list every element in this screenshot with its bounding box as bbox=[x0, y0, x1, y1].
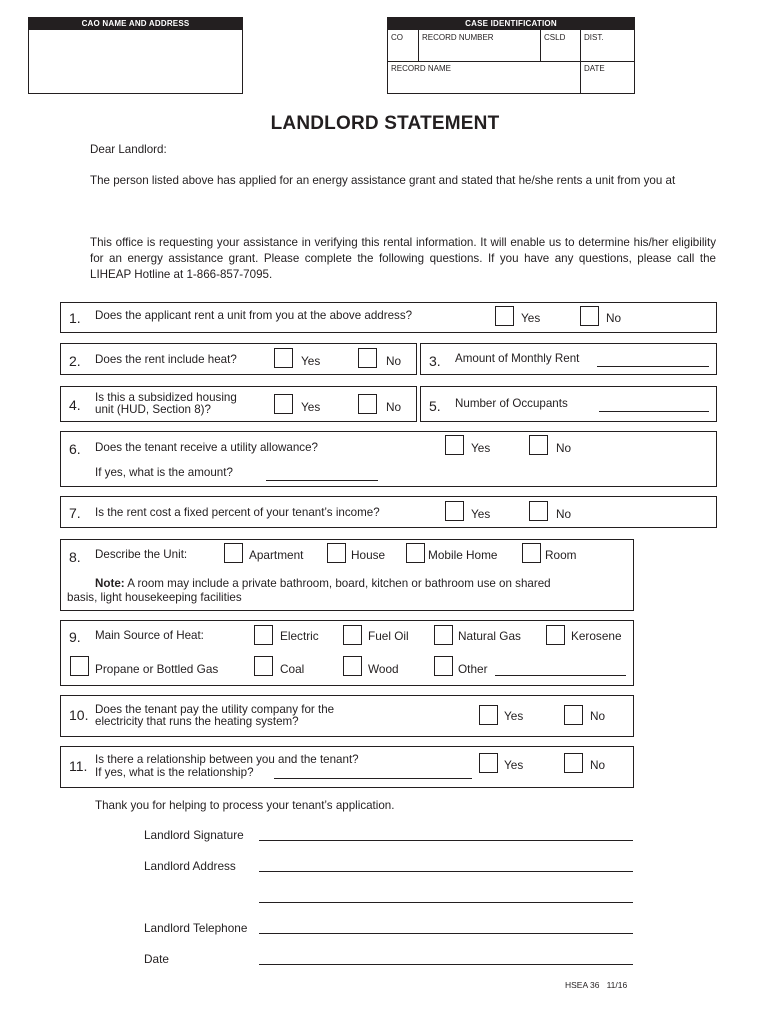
question-text: Is the rent cost a fixed percent of your tenant’s income? bbox=[95, 506, 380, 519]
fuel-oil-label: Fuel Oil bbox=[368, 629, 409, 643]
q11-no-checkbox[interactable] bbox=[564, 753, 583, 773]
room-label: Room bbox=[545, 548, 577, 562]
q2-no-checkbox[interactable] bbox=[358, 348, 377, 368]
question-text-line1: Does the tenant pay the utility company for the bbox=[95, 703, 335, 716]
case-id-header: CASE IDENTIFICATION bbox=[388, 18, 634, 30]
wood-checkbox[interactable] bbox=[343, 656, 362, 676]
question-3-box bbox=[420, 343, 717, 375]
question-1-box bbox=[60, 302, 717, 333]
page-title: LANDLORD STATEMENT bbox=[270, 113, 500, 134]
question-text: Amount of Monthly Rent bbox=[455, 352, 580, 365]
cao-header: CAO NAME AND ADDRESS bbox=[29, 18, 242, 30]
q1-no-checkbox[interactable] bbox=[580, 306, 599, 326]
date-label: DATE bbox=[584, 64, 605, 73]
intro-paragraph: The person listed above has applied for an energy assistance grant and stated that he/she rents a unit from you at bbox=[90, 174, 676, 187]
signature-label: Landlord Signature bbox=[144, 828, 244, 842]
question-number: 3. bbox=[429, 353, 441, 369]
kerosene-label: Kerosene bbox=[571, 629, 622, 643]
question-11-box bbox=[60, 746, 634, 788]
question-number: 9. bbox=[69, 629, 81, 645]
apartment-checkbox[interactable] bbox=[224, 543, 243, 563]
room-checkbox[interactable] bbox=[522, 543, 541, 563]
q4-no-checkbox[interactable] bbox=[358, 394, 377, 414]
note-text bbox=[95, 578, 551, 590]
salutation: Dear Landlord: bbox=[90, 143, 167, 156]
record-name-label: RECORD NAME bbox=[391, 64, 452, 73]
form-number: HSEA 36 11/16 bbox=[565, 980, 628, 990]
question-subtext: If yes, what is the amount? bbox=[95, 466, 233, 479]
request-paragraph: This office is requesting your assistance in verifying this rental information. It will enable us to determine his/her eligibility for an energy assistance grant. Please complete the following questions. If you have any questions, please call the LIHEAP Hotline at 1-866-857-7095. bbox=[90, 236, 716, 281]
question-number: 5. bbox=[429, 398, 441, 414]
question-number: 4. bbox=[69, 397, 81, 413]
other-checkbox[interactable] bbox=[434, 656, 453, 676]
question-text-line1: Is this a subsidized housing bbox=[95, 391, 237, 404]
date-label: Date bbox=[144, 952, 169, 966]
propane-checkbox[interactable] bbox=[70, 656, 89, 676]
question-9-box bbox=[60, 620, 634, 686]
date-field[interactable] bbox=[259, 964, 633, 965]
other-label: Other bbox=[458, 662, 488, 676]
yes-label: Yes bbox=[301, 400, 321, 414]
address-field-line2[interactable] bbox=[259, 902, 633, 903]
allowance-amount-field[interactable] bbox=[266, 480, 378, 481]
occupants-field[interactable] bbox=[599, 411, 709, 412]
q10-no-checkbox[interactable] bbox=[564, 705, 583, 725]
q1-yes-checkbox[interactable] bbox=[495, 306, 514, 326]
q10-yes-checkbox[interactable] bbox=[479, 705, 498, 725]
note-body: A room may include a private bathroom, board, kitchen or bathroom use on shared bbox=[124, 577, 551, 590]
coal-label: Coal bbox=[280, 662, 305, 676]
dist-label: DIST. bbox=[584, 33, 604, 42]
question-10-box bbox=[60, 695, 634, 737]
no-label: No bbox=[590, 709, 606, 723]
question-text: Does the tenant receive a utility allowance? bbox=[95, 441, 318, 454]
yes-label: Yes bbox=[504, 758, 524, 772]
yes-label: Yes bbox=[521, 311, 541, 325]
no-label: No bbox=[590, 758, 606, 772]
coal-checkbox[interactable] bbox=[254, 656, 273, 676]
question-text: Number of Occupants bbox=[455, 397, 568, 410]
note-label: Note: bbox=[95, 577, 125, 590]
no-label: No bbox=[556, 441, 572, 455]
q7-yes-checkbox[interactable] bbox=[445, 501, 464, 521]
question-text: Does the applicant rent a unit from you at the above address? bbox=[95, 309, 413, 322]
thank-you-text: Thank you for helping to process your tenant’s application. bbox=[95, 799, 395, 812]
co-label: CO bbox=[391, 33, 403, 42]
case-identification-box bbox=[387, 17, 635, 94]
q11-yes-checkbox[interactable] bbox=[479, 753, 498, 773]
question-text-line2: electricity that runs the heating system? bbox=[95, 715, 299, 728]
record-number-label: RECORD NUMBER bbox=[422, 33, 494, 42]
no-label: No bbox=[386, 400, 402, 414]
q7-no-checkbox[interactable] bbox=[529, 501, 548, 521]
question-7-box bbox=[60, 496, 717, 528]
question-8-box bbox=[60, 539, 634, 611]
question-number: 1. bbox=[69, 310, 81, 326]
question-4-box bbox=[60, 386, 417, 422]
question-text-line2: If yes, what is the relationship? bbox=[95, 766, 254, 779]
question-text-line2: unit (HUD, Section 8)? bbox=[95, 403, 211, 416]
cao-name-address-box[interactable] bbox=[28, 17, 243, 94]
note-text-line2: basis, light housekeeping facilities bbox=[67, 591, 242, 604]
natural-gas-label: Natural Gas bbox=[458, 629, 521, 643]
address-field-line1[interactable] bbox=[259, 871, 633, 872]
signature-field[interactable] bbox=[259, 840, 633, 841]
propane-label: Propane or Bottled Gas bbox=[95, 662, 219, 676]
wood-label: Wood bbox=[368, 662, 399, 676]
yes-label: Yes bbox=[504, 709, 524, 723]
question-5-box bbox=[420, 386, 717, 422]
question-text: Describe the Unit: bbox=[95, 548, 188, 561]
question-text: Does the rent include heat? bbox=[95, 353, 237, 366]
monthly-rent-field[interactable] bbox=[597, 366, 709, 367]
telephone-label: Landlord Telephone bbox=[144, 921, 248, 935]
mobile-home-checkbox[interactable] bbox=[406, 543, 425, 563]
no-label: No bbox=[556, 507, 572, 521]
telephone-field[interactable] bbox=[259, 933, 633, 934]
question-number: 7. bbox=[69, 505, 81, 521]
question-text: Main Source of Heat: bbox=[95, 629, 204, 642]
q2-yes-checkbox[interactable] bbox=[274, 348, 293, 368]
divider bbox=[418, 30, 419, 61]
mobile-home-label: Mobile Home bbox=[428, 548, 498, 562]
relationship-field[interactable] bbox=[274, 778, 472, 779]
fuel-oil-checkbox[interactable] bbox=[343, 625, 362, 645]
question-2-box bbox=[60, 343, 417, 375]
kerosene-checkbox[interactable] bbox=[546, 625, 565, 645]
no-label: No bbox=[606, 311, 622, 325]
question-number: 8. bbox=[69, 549, 81, 565]
yes-label: Yes bbox=[471, 441, 491, 455]
question-number: 2. bbox=[69, 353, 81, 369]
no-label: No bbox=[386, 354, 402, 368]
electric-checkbox[interactable] bbox=[254, 625, 273, 645]
yes-label: Yes bbox=[301, 354, 321, 368]
yes-label: Yes bbox=[471, 507, 491, 521]
question-number: 10. bbox=[69, 707, 89, 723]
address-label: Landlord Address bbox=[144, 859, 236, 873]
q6-no-checkbox[interactable] bbox=[529, 435, 548, 455]
apartment-label: Apartment bbox=[249, 548, 304, 562]
csld-label: CSLD bbox=[544, 33, 566, 42]
house-checkbox[interactable] bbox=[327, 543, 346, 563]
q4-yes-checkbox[interactable] bbox=[274, 394, 293, 414]
question-6-box bbox=[60, 431, 717, 487]
divider bbox=[540, 30, 541, 61]
divider bbox=[388, 61, 634, 62]
question-number: 11. bbox=[69, 758, 88, 774]
other-heat-field[interactable] bbox=[495, 675, 626, 676]
electric-label: Electric bbox=[280, 629, 319, 643]
question-text-line1: Is there a relationship between you and the tenant? bbox=[95, 753, 359, 766]
house-label: House bbox=[351, 548, 386, 562]
q6-yes-checkbox[interactable] bbox=[445, 435, 464, 455]
question-number: 6. bbox=[69, 441, 81, 457]
natural-gas-checkbox[interactable] bbox=[434, 625, 453, 645]
